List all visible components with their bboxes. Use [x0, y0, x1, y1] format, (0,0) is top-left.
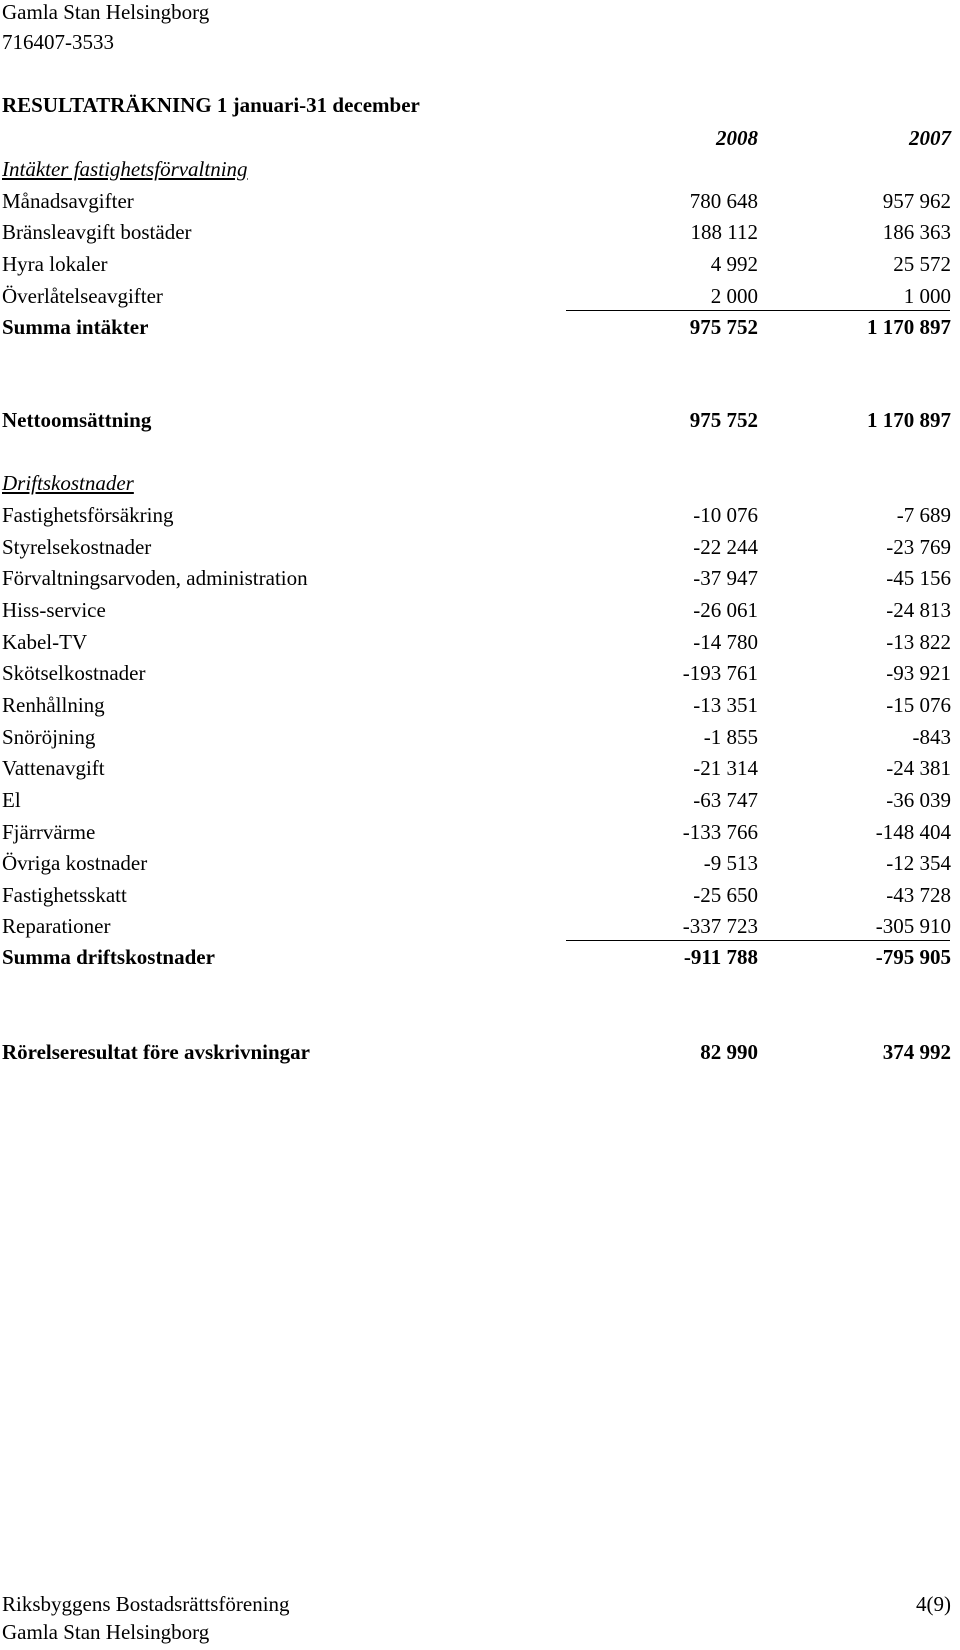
row-label: Överlåtelseavgifter: [2, 284, 163, 308]
row-value-2007: -15 076: [886, 693, 951, 717]
column-heading-2007: 2007: [909, 126, 951, 150]
row-label: Styrelsekostnader: [2, 535, 152, 559]
page-title: RESULTATRÄKNING 1 januari-31 december: [2, 93, 420, 117]
total-income-2007: 1 170 897: [867, 315, 951, 339]
row-label: Övriga kostnader: [2, 851, 148, 875]
row-label: Månadsavgifter: [2, 189, 134, 213]
row-label: Förvaltningsarvoden, administration: [2, 566, 308, 590]
row-label: Vattenavgift: [2, 756, 105, 780]
row-value-2008: 4 992: [710, 252, 758, 276]
row-value-2007: -843: [912, 725, 951, 749]
operating-result-2008: 82 990: [700, 1040, 758, 1064]
row-value-2007: -24 381: [886, 756, 951, 780]
row-value-2007: -93 921: [886, 661, 951, 685]
net-sales-2008: 975 752: [689, 408, 758, 432]
row-label: Hyra lokaler: [2, 252, 108, 276]
row-value-2008: -21 314: [693, 756, 758, 780]
row-value-2008: -63 747: [693, 788, 758, 812]
row-value-2008: 2 000: [710, 284, 758, 308]
row-value-2008: -26 061: [693, 598, 758, 622]
row-value-2008: 188 112: [690, 220, 758, 244]
row-label: Skötselkostnader: [2, 661, 146, 685]
row-value-2007: -36 039: [886, 788, 951, 812]
footer-page-number: 4(9): [916, 1592, 951, 1616]
row-value-2007: -7 689: [896, 503, 951, 527]
net-sales-2007: 1 170 897: [867, 408, 951, 432]
row-label: Renhållning: [2, 693, 105, 717]
row-value-2007: -43 728: [886, 883, 951, 907]
row-value-2007: -148 404: [875, 820, 951, 844]
total-costs-2008: -911 788: [683, 945, 758, 969]
row-value-2007: -13 822: [886, 630, 951, 654]
row-value-2007: -45 156: [886, 566, 951, 590]
row-label: Fjärrvärme: [2, 820, 96, 844]
total-costs-label: Summa driftskostnader: [2, 945, 215, 969]
section-heading-costs: Driftskostnader: [2, 471, 134, 495]
row-value-2008: -1 855: [703, 725, 758, 749]
row-label: Snöröjning: [2, 725, 96, 749]
row-value-2008: -133 766: [682, 820, 758, 844]
row-value-2008: -13 351: [693, 693, 758, 717]
operating-result-2007: 374 992: [882, 1040, 951, 1064]
row-label: Fastighetsförsäkring: [2, 503, 174, 527]
row-value-2007: 186 363: [882, 220, 951, 244]
row-value-2007: 25 572: [893, 252, 951, 276]
footer-org-name: Gamla Stan Helsingborg: [2, 1620, 210, 1644]
row-value-2007: -24 813: [886, 598, 951, 622]
sum-rule-costs: [566, 940, 950, 941]
row-value-2008: -10 076: [693, 503, 758, 527]
total-costs-2007: -795 905: [875, 945, 951, 969]
row-value-2007: 1 000: [903, 284, 951, 308]
total-income-label: Summa intäkter: [2, 315, 149, 339]
row-value-2007: -12 354: [886, 851, 951, 875]
row-label: Fastighetsskatt: [2, 883, 127, 907]
total-income-2008: 975 752: [689, 315, 758, 339]
row-value-2008: -337 723: [682, 914, 758, 938]
header-org-number: 716407-3533: [2, 30, 114, 54]
row-label: Reparationer: [2, 914, 111, 938]
sum-rule-income: [566, 310, 950, 311]
row-value-2008: -25 650: [693, 883, 758, 907]
row-label: Bränsleavgift bostäder: [2, 220, 192, 244]
row-value-2007: 957 962: [882, 189, 951, 213]
row-value-2008: -9 513: [703, 851, 758, 875]
header-org-name: Gamla Stan Helsingborg: [2, 0, 210, 24]
row-value-2008: -37 947: [693, 566, 758, 590]
section-heading-income: Intäkter fastighetsförvaltning: [2, 157, 248, 181]
row-value-2008: 780 648: [689, 189, 758, 213]
row-value-2007: -23 769: [886, 535, 951, 559]
row-label: Hiss-service: [2, 598, 106, 622]
operating-result-label: Rörelseresultat före avskrivningar: [2, 1040, 310, 1064]
footer-association: Riksbyggens Bostadsrättsförening: [2, 1592, 290, 1616]
row-value-2008: -193 761: [682, 661, 758, 685]
net-sales-label: Nettoomsättning: [2, 408, 152, 432]
row-value-2007: -305 910: [875, 914, 951, 938]
column-heading-2008: 2008: [716, 126, 758, 150]
row-label: El: [2, 788, 21, 812]
row-value-2008: -22 244: [693, 535, 758, 559]
row-label: Kabel-TV: [2, 630, 88, 654]
row-value-2008: -14 780: [693, 630, 758, 654]
